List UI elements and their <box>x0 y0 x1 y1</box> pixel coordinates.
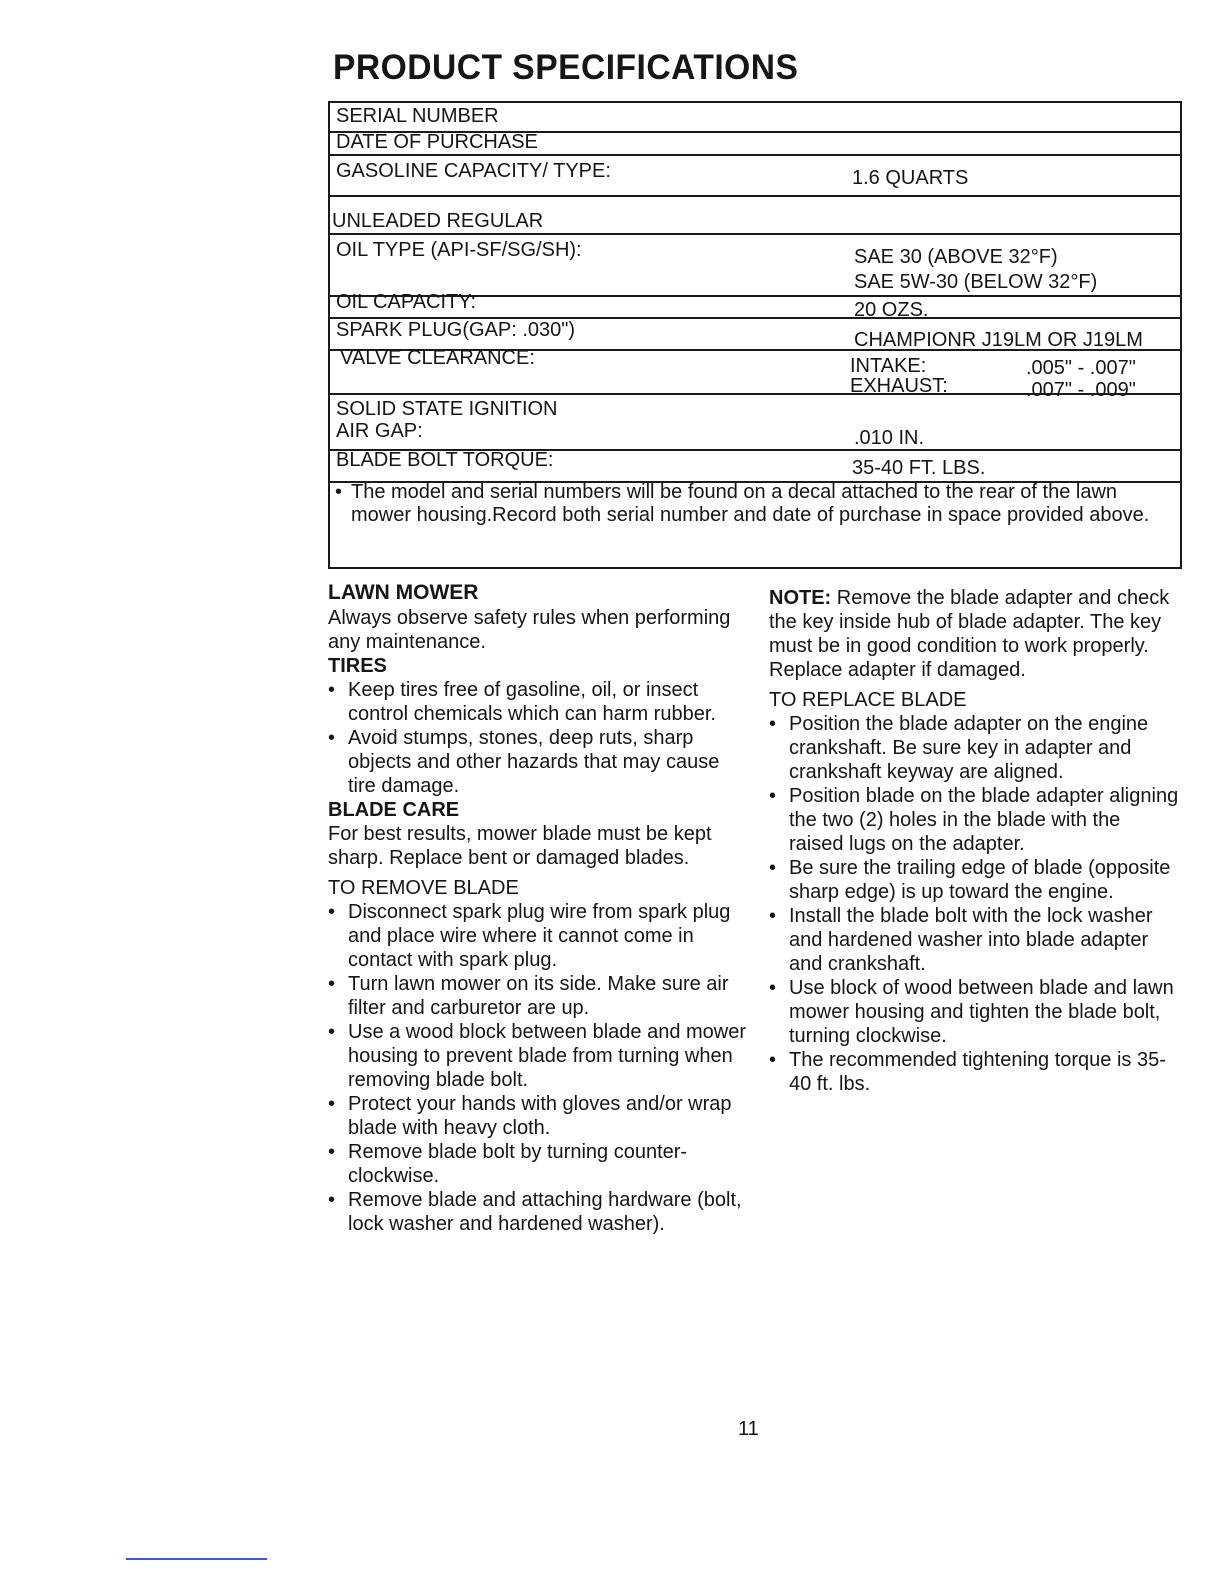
intake-label: INTAKE: <box>850 355 927 377</box>
page-title: PRODUCT SPECIFICATIONS <box>333 48 799 87</box>
exhaust-value: .007" - .009" <box>1026 379 1136 401</box>
bullet-icon: • <box>769 977 777 999</box>
blade-care-heading: BLADE CARE <box>328 799 460 821</box>
serial-location-note <box>335 481 1165 527</box>
list-item: • Keep tires free of gasoline, oil, or insect control chemicals which can harm rubber. <box>328 679 716 725</box>
intake-value: .005" - .007" <box>1026 357 1136 379</box>
lawn-mower-intro: Always observe safety rules when performing any maintenance. <box>328 607 731 653</box>
note-text: Remove the blade adapter and check the key inside hub of blade adapter. The key must be in good condition to work properly. Replace adapter if damaged. <box>769 587 1170 681</box>
list-item: • Disconnect spark plug wire from spark plug and place wire where it cannot come in contact with spark plug. <box>328 901 731 971</box>
tires-heading: TIRES <box>328 655 387 677</box>
bullet-icon: • <box>328 1093 336 1115</box>
bullet-icon: • <box>328 973 336 995</box>
remove-blade-list <box>328 900 748 1236</box>
gasoline-capacity-label: GASOLINE CAPACITY/ TYPE: <box>336 160 611 182</box>
gasoline-type-value: UNLEADED REGULAR <box>332 210 544 232</box>
remove-blade-heading: TO REMOVE BLADE <box>328 877 519 899</box>
list-item: • Remove blade bolt by turning counter-clockwise. <box>328 1141 688 1187</box>
oil-type-label: OIL TYPE (API-SF/SG/SH): <box>336 239 582 261</box>
bullet-icon: • <box>328 727 336 749</box>
lawn-mower-heading: LAWN MOWER <box>328 581 479 604</box>
list-item: • Position the blade adapter on the engine crankshaft. Be sure key in adapter and crankshaft keyway are aligned. <box>769 713 1149 783</box>
list-item: • Remove blade and attaching hardware (bolt, lock washer and hardened washer). <box>328 1189 742 1235</box>
bullet-icon: • <box>769 785 777 807</box>
bullet-icon: • <box>328 901 336 923</box>
air-gap-label: AIR GAP: <box>336 420 423 442</box>
blade-bolt-torque-label: BLADE BOLT TORQUE: <box>336 449 554 471</box>
spark-plug-label: SPARK PLUG(GAP: .030") <box>336 319 576 341</box>
tires-list <box>328 678 748 798</box>
list-item: • Protect your hands with gloves and/or wrap blade with heavy cloth. <box>328 1093 732 1139</box>
air-gap-value: .010 IN. <box>854 427 925 449</box>
bullet-icon: • <box>769 713 777 735</box>
replace-blade-list <box>769 712 1179 1096</box>
left-column <box>328 580 748 1236</box>
right-column <box>769 586 1179 1096</box>
spark-plug-value: CHAMPIONR J19LM OR J19LM <box>854 329 1143 351</box>
replace-blade-heading: TO REPLACE BLADE <box>769 689 967 711</box>
valve-clearance-label: VALVE CLEARANCE: <box>340 347 535 369</box>
bullet-icon: • <box>328 1141 336 1163</box>
bullet-icon: • <box>328 679 336 701</box>
oil-type-value-above: SAE 30 (ABOVE 32°F) <box>854 246 1058 268</box>
footer-rule <box>126 1558 267 1560</box>
oil-capacity-value: 20 OZS. <box>854 299 929 321</box>
row-divider <box>330 233 1180 235</box>
specifications-table <box>328 101 1182 569</box>
note-label: NOTE: <box>769 587 832 609</box>
list-item: • Be sure the trailing edge of blade (opposite sharp edge) is up toward the engine. <box>769 857 1171 903</box>
list-item: • Use block of wood between blade and lawn mower housing and tighten the blade bolt, turning clockwise. <box>769 977 1174 1047</box>
exhaust-label: EXHAUST: <box>850 375 948 397</box>
list-item: • Position blade on the blade adapter aligning the two (2) holes in the blade with the raised lugs on the adapter. <box>769 785 1179 855</box>
list-item: • The recommended tightening torque is 35-40 ft. lbs. <box>769 1049 1166 1095</box>
bullet-icon: • <box>769 905 777 927</box>
bullet-icon: • <box>328 1189 336 1211</box>
row-divider <box>330 154 1180 156</box>
bullet-icon: • <box>769 1049 777 1071</box>
oil-capacity-label: OIL CAPACITY: <box>336 291 477 313</box>
list-item: • Turn lawn mower on its side. Make sure air filter and carburetor are up. <box>328 973 729 1019</box>
note-body: The model and serial numbers will be found on a decal attached to the rear of the lawn mower housing.Record both serial number and date of purchase in space provided above. <box>351 481 1150 526</box>
bullet-icon: • <box>769 857 777 879</box>
adapter-note <box>769 586 1179 682</box>
row-divider <box>330 195 1180 197</box>
blade-bolt-torque-value: 35-40 FT. LBS. <box>852 457 986 479</box>
list-item: • Install the blade bolt with the lock washer and hardened washer into blade adapter and crankshaft. <box>769 905 1153 975</box>
bullet-icon: • <box>335 481 343 503</box>
bullet-icon: • <box>328 1021 336 1043</box>
solid-state-ignition-label: SOLID STATE IGNITION <box>336 398 558 420</box>
blade-care-text: For best results, mower blade must be kept sharp. Replace bent or damaged blades. <box>328 823 712 869</box>
list-item: • Use a wood block between blade and mower housing to prevent blade from turning when removing blade bolt. <box>328 1021 747 1091</box>
serial-number-label: SERIAL NUMBER <box>336 105 499 127</box>
list-item: • Avoid stumps, stones, deep ruts, sharp objects and other hazards that may cause tire damage. <box>328 727 720 797</box>
date-of-purchase-label: DATE OF PURCHASE <box>336 131 538 153</box>
gasoline-capacity-value: 1.6 QUARTS <box>852 167 969 189</box>
page-number: 11 <box>738 1418 759 1440</box>
oil-type-value-below: SAE 5W-30 (BELOW 32°F) <box>854 271 1098 293</box>
